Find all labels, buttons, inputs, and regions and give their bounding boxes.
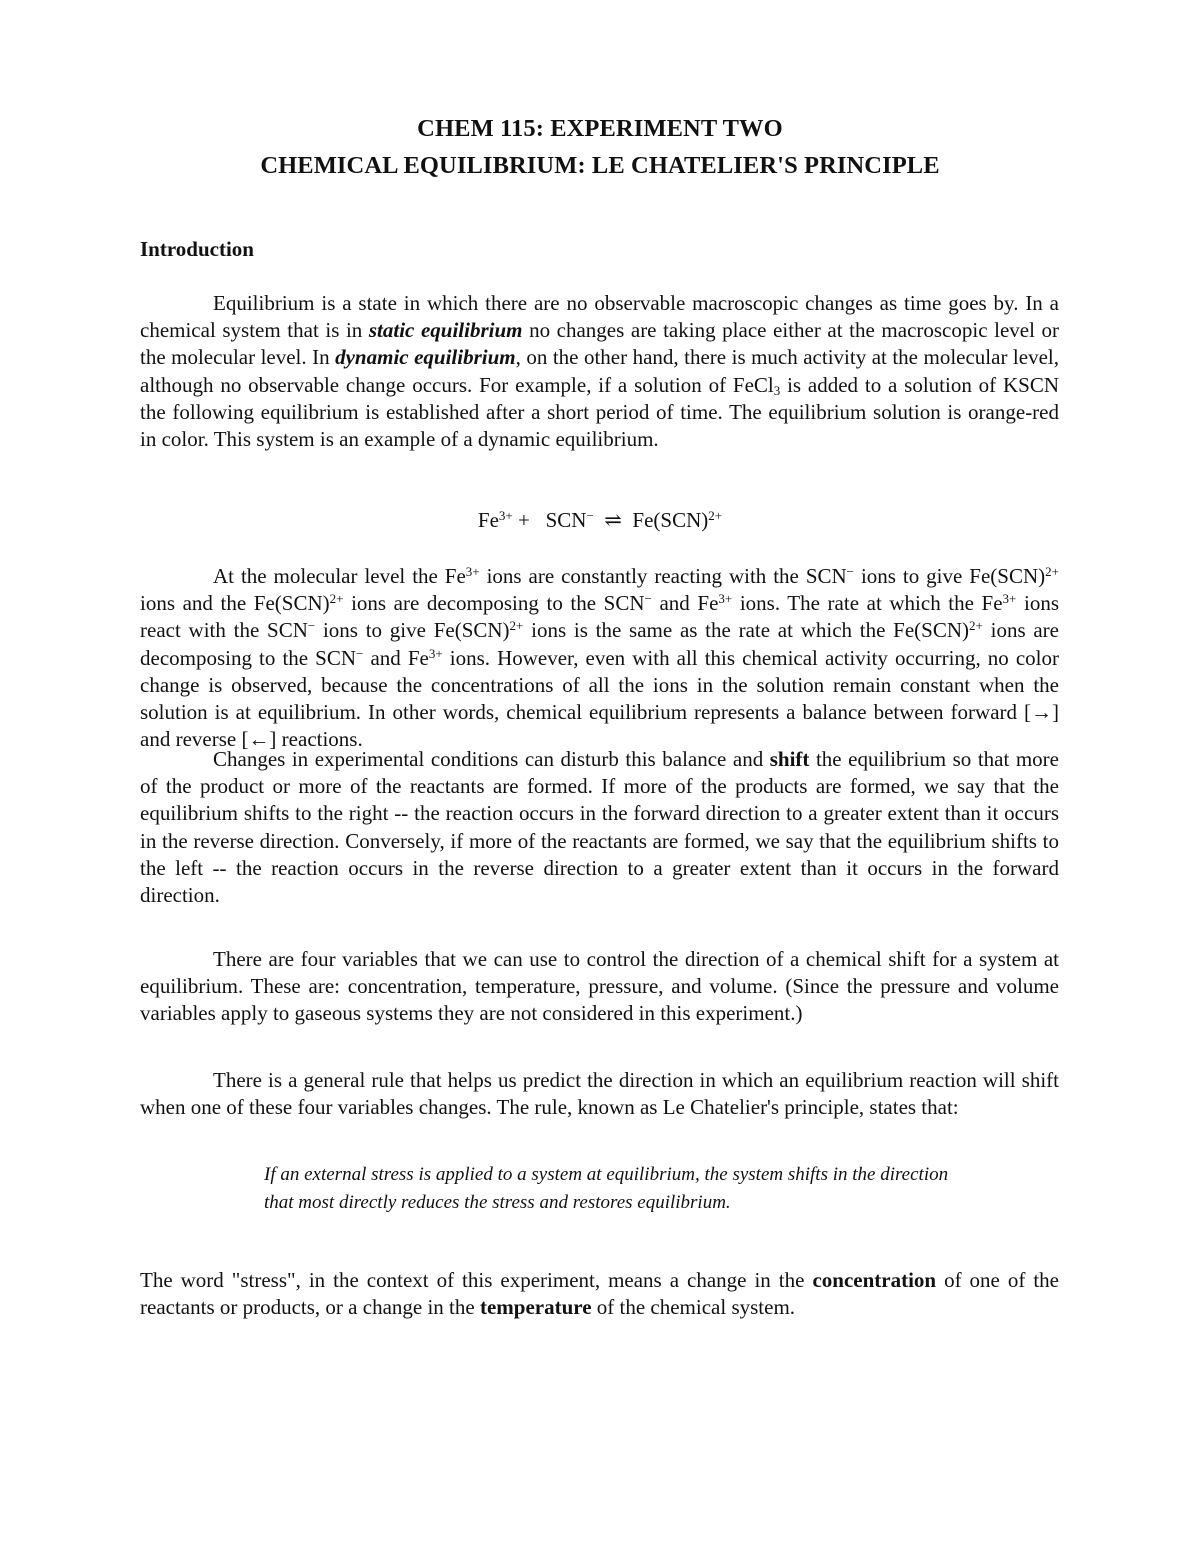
section-heading-introduction: Introduction: [140, 237, 254, 261]
term-concentration: concentration: [812, 1268, 937, 1292]
paragraph-four-variables: There are four variables that we can use to control the direction of a chemical shift for a system at equilibrium. These are: concentration, temperature, pressure, and volume. (Since the pressure and volume variables apply to gaseous systems they are not considered in this experiment.): [140, 947, 1059, 1026]
title-topic: CHEMICAL EQUILIBRIUM: LE CHATELIER'S PRINCIPLE: [260, 152, 940, 179]
term-shift: shift: [769, 747, 810, 771]
paragraph-molecular-level: At the molecular level the $Fe^{3+}$ ions are constantly reacting with the SCN− ions to give Fe(SCN)$^{2+}$ ions and the Fe(SCN)$^{2+}$ ions are decomposing to the SCN− and $Fe^{3+}$ ions. The rate at which the $Fe^{3+}$ ions react with the SCN− ions to give Fe(SCN)$^{2+}$ ions is the same as the rate at which the Fe(SCN)$^{2+}$ ions are decomposing to the SCN− and $Fe^{3+}$ ions. However, even with all this chemical activity occurring, no color change is observed, because the concentrations of all the ions in the solution remain constant when the solution is at equilibrium. In other words, chemical equilibrium represents a balance between forward [→] and reverse [←] reactions.: [140, 564, 1059, 752]
paragraph-stress-definition: The word "stress", in the context of this experiment, means a change in the concentration of one of the reactants or products, or a change in the temperature of the chemical system.: [140, 1268, 1059, 1320]
equilibrium-arrow: ⇌: [593, 508, 633, 532]
term-temperature: temperature: [479, 1295, 592, 1320]
term-dynamic-equilibrium: dynamic equilibrium: [335, 345, 516, 370]
paragraph-equilibrium-definition: Equilibrium is a state in which there are no observable macroscopic changes as time goes by. In a chemical system that is in static equilibrium no changes are taking place either at the macroscopic level or the molecular level. In dynamic equilibrium, on the other hand, there is much activity at the molecular level, although no observable change occurs. For example, if a solution of FeCl$_3$ is added to a solution of KSCN the following equilibrium is established after a short period of time. The equilibrium solution is orange-red in color. This system is an example of a dynamic equilibrium.: [140, 291, 1060, 452]
paragraph-shift: Changes in experimental conditions can disturb this balance and shift the equilibrium so that more of the product or more of the reactants are formed. If more of the products are formed, we say that the equilibrium shifts to the right -- the reaction occurs in the forward direction to a greater extent than it occurs in the reverse direction. Conversely, if more of the reactants are formed, we say that the equilibrium shifts to the left -- the reaction occurs in the reverse direction to a greater extent than it occurs in the forward direction.: [140, 747, 1059, 908]
equilibrium-equation: $Fe^{3+} + SCN^-$ ⇌ Fe(SCN)$^{2+}$: [477, 508, 723, 532]
le-chatelier-principle-quote: If an external stress is applied to a system at equilibrium, the system shifts in the direction that most directly reduces the stress and restores equilibrium.: [264, 1164, 949, 1213]
term-static-equilibrium: static equilibrium: [368, 318, 523, 343]
paragraph-general-rule: There is a general rule that helps us predict the direction in which an equilibrium reaction will shift when one of these four variables changes. The rule, known as Le Chatelier's principle, states that:: [140, 1068, 1059, 1120]
title-course: CHEM 115: EXPERIMENT TWO: [417, 115, 783, 142]
